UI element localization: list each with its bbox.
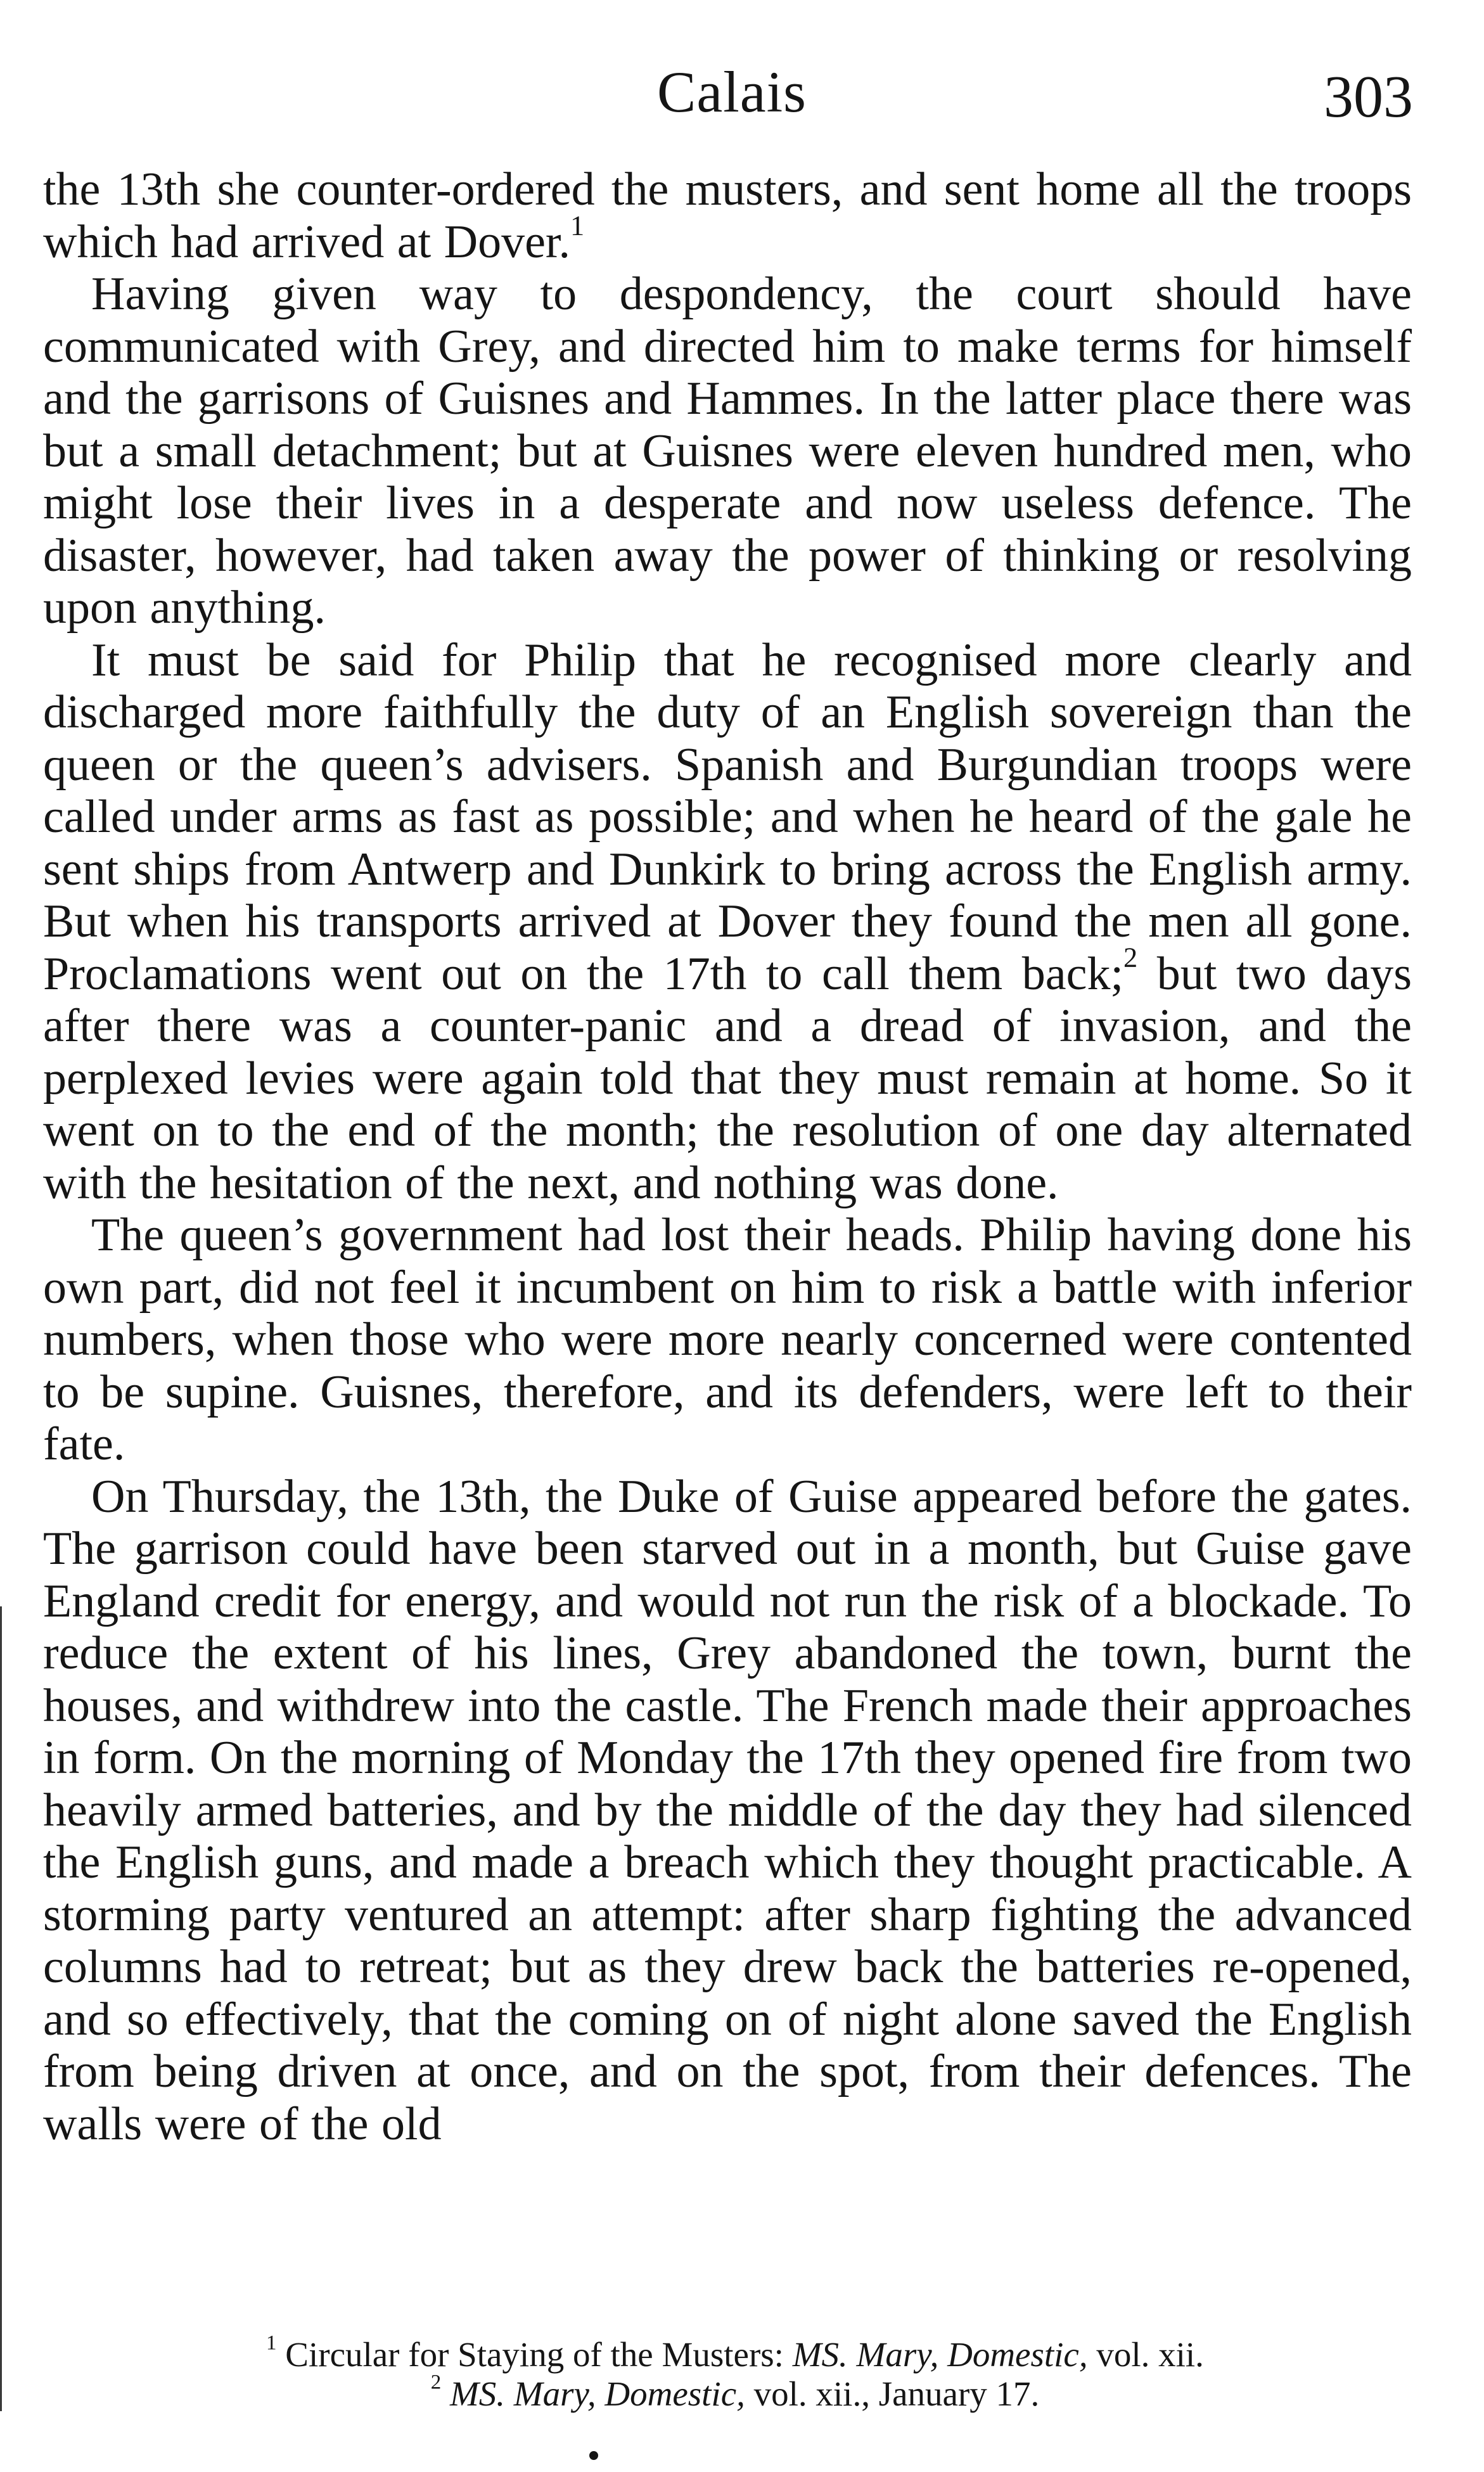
paragraph-3-text: It must be said for Philip that he recognised more clearly and discharged more faithfully the duty of an English sovereign than the queen or the queen’s advisers. Spanish and Burgundian troops were called under arms as fast as possible; and when he heard of the gale he sent ships from Antwerp and Dunkirk to bring across the English army. But when his transports arrived at Dover they found the men all gone. Proclamations went out on the 17th to call them back; — [43, 634, 1412, 1000]
paragraph-government: The queen’s government had lost their heads. Philip having done his own part, did not feel it incumbent on him to risk a battle with inferior numbers, when those who were more nearly concerned were contented to be supine. Guisnes, therefore, and its defenders, were left to their fate. — [43, 1209, 1412, 1470]
footnote-1-text: Circular for Staying of the Musters: — [285, 2335, 793, 2374]
page-number: 303 — [1324, 64, 1413, 130]
running-title: Calais — [657, 60, 807, 124]
footnote-1-tail: vol. xii. — [1087, 2335, 1204, 2374]
paragraph-1-text: the 13th she counter-ordered the musters, and sent home all the troops which had arrived at Dover. — [43, 163, 1412, 268]
footnotes — [108, 2331, 1362, 2414]
footnote-1 — [108, 2331, 1362, 2374]
footnote-marker-1: 1 — [266, 2331, 277, 2355]
footnote-2-source: MS. Mary, Domestic, — [449, 2374, 745, 2413]
paragraph-continuation — [43, 163, 1412, 268]
printer-dot — [589, 2451, 598, 2460]
footnote-reference-1: 1 — [570, 208, 585, 241]
paragraph-philip — [43, 634, 1412, 1210]
paragraph-3-tail: but two days after there was a counter-panic and a dread of invasion, and the perplexed levies were again told that they must remain at home. So it went on to the end of the month; the resolution of one day alternated with the hesitation of the next, and nothing was done. — [43, 947, 1412, 1209]
footnote-reference-2: 2 — [1123, 940, 1138, 973]
footnote-2-tail: vol. xii., January 17. — [745, 2374, 1040, 2413]
running-head — [51, 57, 1413, 139]
main-text — [43, 163, 1412, 2150]
paragraph-despondency: Having given way to despondency, the court should have communicated with Grey, and directed him to make terms for himself and the garrisons of Guisnes and Hammes. In the latter place there was but a small detachment; but at Guisnes were eleven hundred men, who might lose their lives in a desperate and now useless defence. The disaster, however, had taken away the power of thinking or resolving upon anything. — [43, 268, 1412, 634]
footnote-2 — [108, 2371, 1362, 2414]
footnote-marker-2: 2 — [430, 2371, 442, 2394]
footnote-1-source: MS. Mary, Domestic, — [792, 2335, 1088, 2374]
left-margin-scan-line — [0, 1606, 2, 2411]
paragraph-guise-siege: On Thursday, the 13th, the Duke of Guise appeared before the gates. The garrison could have been starved out in a month, but Guise gave England credit for energy, and would not run the risk of a blockade. To reduce the extent of his lines, Grey abandoned the town, burnt the houses, and withdrew into the castle. The French made their approaches in form. On the morning of Monday the 17th they opened fire from two heavily armed batteries, and by the middle of the day they had silenced the English guns, and made a breach which they thought practicable. A storming party ventured an attempt: after sharp fighting the advanced columns had to retreat; but as they drew back the batteries re-opened, and so effectively, that the coming on of night alone saved the English from being driven at once, and on the spot, from their defences. The walls were of the old — [43, 1470, 1412, 2150]
